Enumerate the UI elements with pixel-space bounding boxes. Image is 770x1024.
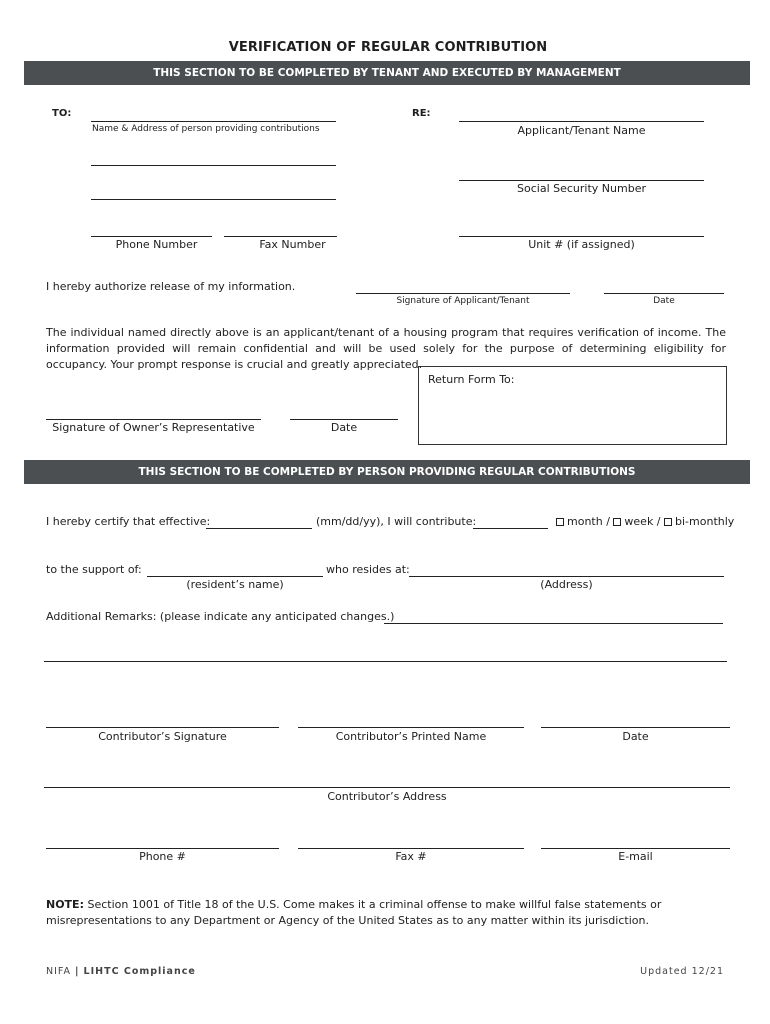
note-label: NOTE: bbox=[46, 898, 84, 911]
owner-date-line[interactable] bbox=[290, 419, 398, 420]
ssn-line[interactable] bbox=[459, 180, 704, 181]
contributor-name-line[interactable] bbox=[91, 121, 336, 122]
unit-line[interactable] bbox=[459, 236, 704, 237]
applicant-date-line[interactable] bbox=[604, 293, 724, 294]
applicant-caption: Applicant/Tenant Name bbox=[517, 124, 646, 137]
fax-line[interactable] bbox=[224, 236, 337, 237]
contributor-address-line-2[interactable] bbox=[91, 199, 336, 200]
to-label: TO: bbox=[52, 108, 72, 119]
footer-org: NIFA bbox=[46, 966, 71, 977]
applicant-date-caption: Date bbox=[653, 296, 675, 306]
contributor-printed-name-line[interactable] bbox=[298, 727, 524, 728]
week-label: week / bbox=[624, 515, 661, 528]
ssn-caption: Social Security Number bbox=[517, 182, 646, 195]
return-form-label: Return Form To: bbox=[428, 373, 515, 386]
name-address-caption: Name & Address of person providing contributions bbox=[92, 124, 320, 134]
owner-signature-caption: Signature of Owner’s Representative bbox=[52, 421, 255, 434]
legal-note bbox=[46, 897, 728, 929]
return-form-box[interactable] bbox=[418, 366, 727, 445]
resides-text: who resides at: bbox=[326, 563, 410, 576]
contributor-fax-line[interactable] bbox=[298, 848, 524, 849]
footer-program: LIHTC Compliance bbox=[83, 966, 196, 977]
contribution-amount-line[interactable] bbox=[473, 528, 548, 529]
fax-caption: Fax Number bbox=[259, 238, 326, 251]
contributor-email-caption: E-mail bbox=[618, 850, 653, 863]
date-format-text: (mm/dd/yy), I will contribute: bbox=[316, 515, 477, 528]
applicant-signature-caption: Signature of Applicant/Tenant bbox=[396, 296, 530, 306]
bimonthly-label: bi-monthly bbox=[675, 515, 735, 528]
contributor-date-line[interactable] bbox=[541, 727, 730, 728]
contributor-printed-name-caption: Contributor’s Printed Name bbox=[335, 730, 487, 743]
remarks-line-2[interactable] bbox=[44, 661, 727, 662]
support-text: to the support of: bbox=[46, 563, 142, 576]
unit-caption: Unit # (if assigned) bbox=[528, 238, 635, 251]
certify-text: I hereby certify that effective: bbox=[46, 515, 211, 528]
contributor-signature-line[interactable] bbox=[46, 727, 279, 728]
owner-date-caption: Date bbox=[330, 421, 358, 434]
contributor-email-line[interactable] bbox=[541, 848, 730, 849]
applicant-signature-line[interactable] bbox=[356, 293, 570, 294]
info-paragraph: The individual named directly above is an applicant/tenant of a housing program that requires verification of income. The information provided will remain confidential and will be used solely for the purpose of determining eligibility for occupancy. Your prompt response is crucial and greatly appreciated. bbox=[46, 326, 726, 371]
month-label: month / bbox=[567, 515, 610, 528]
contributor-fax-caption: Fax # bbox=[395, 850, 427, 863]
footer-updated: Updated 12/21 bbox=[640, 966, 724, 977]
frequency-options bbox=[556, 515, 734, 528]
note-text: Section 1001 of Title 18 of the U.S. Come makes it a criminal offense to make willful false statements or misrepresentations to any Department or Agency of the United States as to any matter within its jurisdiction. bbox=[46, 898, 662, 927]
contributor-address-line[interactable] bbox=[44, 787, 730, 788]
section1-header: THIS SECTION TO BE COMPLETED BY TENANT AND EXECUTED BY MANAGEMENT bbox=[24, 61, 750, 85]
bimonthly-checkbox[interactable] bbox=[664, 518, 672, 526]
resident-caption: (resident’s name) bbox=[186, 578, 284, 591]
applicant-name-line[interactable] bbox=[459, 121, 704, 122]
authorize-text: I hereby authorize release of my information. bbox=[46, 280, 296, 293]
phone-line[interactable] bbox=[91, 236, 212, 237]
contributor-signature-caption: Contributor’s Signature bbox=[98, 730, 227, 743]
remarks-line-1[interactable] bbox=[384, 623, 723, 624]
week-checkbox[interactable] bbox=[613, 518, 621, 526]
contributor-address-caption: Contributor’s Address bbox=[327, 790, 447, 803]
effective-date-line[interactable] bbox=[206, 528, 312, 529]
re-label: RE: bbox=[412, 108, 431, 119]
contributor-date-caption: Date bbox=[622, 730, 649, 743]
remarks-text: Additional Remarks: (please indicate any anticipated changes.) bbox=[46, 610, 395, 623]
contributor-phone-caption: Phone # bbox=[139, 850, 186, 863]
address-caption: (Address) bbox=[540, 578, 593, 591]
contributor-address-line-1[interactable] bbox=[91, 165, 336, 166]
footer-left bbox=[46, 966, 196, 977]
footer-separator: | bbox=[75, 966, 80, 977]
section2-header: THIS SECTION TO BE COMPLETED BY PERSON PROVIDING REGULAR CONTRIBUTIONS bbox=[24, 460, 750, 484]
contributor-phone-line[interactable] bbox=[46, 848, 279, 849]
month-checkbox[interactable] bbox=[556, 518, 564, 526]
form-title: VERIFICATION OF REGULAR CONTRIBUTION bbox=[228, 40, 548, 55]
resident-name-line[interactable] bbox=[147, 576, 323, 577]
phone-caption: Phone Number bbox=[115, 238, 198, 251]
resident-address-line[interactable] bbox=[409, 576, 724, 577]
owner-signature-line[interactable] bbox=[46, 419, 261, 420]
